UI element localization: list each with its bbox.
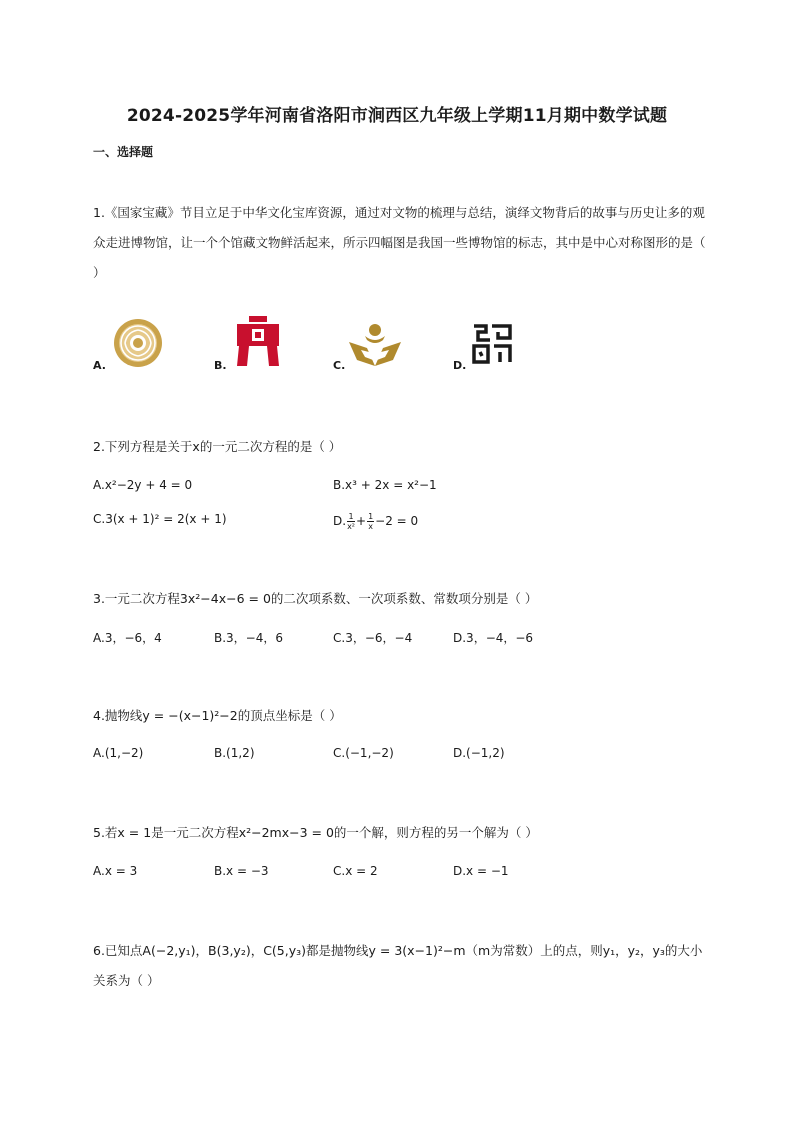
question-4-option-c: C.(−1,−2) (333, 746, 394, 760)
fraction-1-over-x-squared (347, 512, 355, 531)
option-a-label: A. (93, 359, 106, 372)
question-2-option-d-label: D. (333, 514, 347, 528)
option-d-label: D. (453, 359, 467, 372)
question-2-option-c: C.3(x + 1)² = 2(x + 1) (93, 512, 227, 526)
question-4-text: 4.抛物线y = −(x−1)²−2的顶点坐标是（ ） (93, 708, 342, 723)
question-5 (93, 818, 708, 848)
fraction-1-over-x (367, 512, 374, 531)
page-title: 2024-2025学年河南省洛阳市涧西区九年级上学期11月期中数学试题 (126, 106, 668, 126)
question-2-options-row-2 (93, 512, 708, 532)
question-5-option-d: D.x = −1 (453, 864, 509, 878)
museum-logo-c-icon (347, 322, 403, 370)
question-6 (93, 936, 708, 996)
question-2-option-d (333, 512, 418, 531)
question-4-option-b: B.(1,2) (214, 746, 255, 760)
question-2 (93, 432, 708, 462)
fraction-numerator: 1 (368, 512, 374, 521)
museum-logo-d-icon (470, 322, 514, 366)
question-4-options (93, 746, 708, 766)
section-heading: 一、选择题 (93, 145, 154, 159)
question-3-option-a: A.3，−6，4 (93, 631, 162, 645)
question-2-options-row-1 (93, 478, 708, 498)
question-3-options (93, 629, 708, 649)
question-5-option-a: A.x = 3 (93, 864, 138, 878)
question-1-text: 1.《国家宝藏》节目立足于中华文化宝库资源，通过对文物的梳理与总结，演绎文物背后的故事与历史让多的观众走进博物馆，让一个个馆藏文物鲜活起来，所示四幅图是我国一些博物馆的标志，其中是中心对称图形的是（ ） (93, 205, 706, 280)
question-2-text: 2.下列方程是关于x的一元二次方程的是（ ） (93, 439, 342, 454)
question-3-option-d: D.3，−4，−6 (453, 631, 534, 645)
question-2-option-a: A.x²−2y + 4 = 0 (93, 478, 193, 492)
question-2-option-d-rest: −2 = 0 (375, 514, 419, 528)
plus-sign: + (356, 514, 367, 528)
question-1 (93, 198, 708, 288)
museum-logo-b-icon (233, 314, 283, 368)
question-3 (93, 584, 708, 614)
question-2-option-b: B.x³ + 2x = x²−1 (333, 478, 437, 492)
question-4-option-d: D.(−1,2) (453, 746, 505, 760)
museum-logo-a-icon (113, 318, 163, 368)
fraction-denominator: x² (347, 522, 356, 531)
fraction-denominator: x (368, 522, 373, 531)
question-6-text: 6.已知点A(−2,y₁)，B(3,y₂)，C(5,y₃)都是抛物线y = 3(x−1)²−m（m为常数）上的点，则y₁，y₂，y₃的大小关系为（ ） (93, 943, 703, 988)
option-b-label: B. (214, 359, 227, 372)
question-3-option-c: C.3，−6，−4 (333, 631, 413, 645)
question-5-option-b: B.x = −3 (214, 864, 269, 878)
question-5-text: 5.若x = 1是一元二次方程x²−2mx−3 = 0的一个解，则方程的另一个解为（ ） (93, 825, 538, 840)
question-4 (93, 701, 708, 731)
question-3-option-b: B.3，−4，6 (214, 631, 284, 645)
question-3-text: 3.一元二次方程3x²−4x−6 = 0的二次项系数、一次项系数、常数项分别是（ ） (93, 591, 538, 606)
question-4-option-a: A.(1,−2) (93, 746, 144, 760)
option-c-label: C. (333, 359, 346, 372)
question-5-options (93, 864, 708, 884)
fraction-numerator: 1 (348, 512, 354, 521)
question-5-option-c: C.x = 2 (333, 864, 378, 878)
